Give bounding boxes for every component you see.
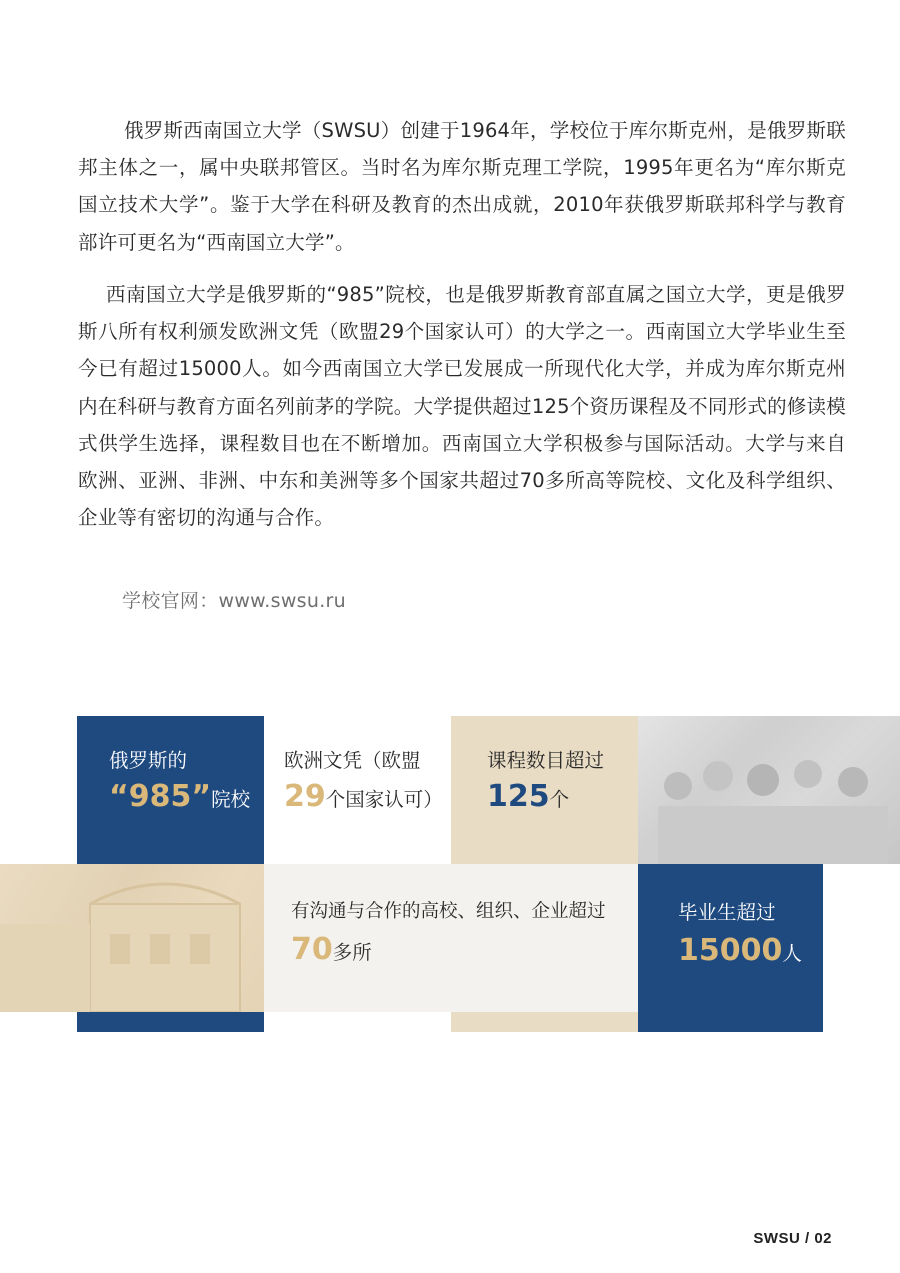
stat-graduates-number: 15000 [678,933,783,969]
accent-strip-beige [451,1012,638,1032]
stat-985-block [77,716,264,864]
stat-euro-block [264,716,451,864]
stat-graduates-label: 毕业生超过 [678,901,776,924]
stat-courses-label: 课程数目超过 [487,749,605,772]
stat-partners-block [264,864,638,1012]
stat-graduates-unit: 人 [782,942,802,966]
audience-photo [638,716,900,864]
website-line: 学校官网：www.swsu.ru [122,590,346,612]
stat-985-unit: 院校 [211,788,251,812]
stat-courses-unit: 个 [549,788,570,812]
page-number: SWSU / 02 [753,1230,832,1247]
stat-partners-label: 有沟通与合作的高校、组织、企业超过 [291,901,606,922]
accent-strip-navy [77,1012,264,1032]
stat-985-number: “985” [109,779,212,815]
stat-graduates-block [638,864,823,1032]
stat-985-label: 俄罗斯的 [109,749,188,772]
stat-partners-unit: 多所 [332,941,372,965]
stat-courses-block [451,716,638,864]
stat-euro-label: 欧洲文凭（欧盟 [284,749,421,772]
intro-paragraph-1: 俄罗斯西南国立大学（SWSU）创建于1964年，学校位于库尔斯克州，是俄罗斯联邦主体之一，属中央联邦管区。当时名为库尔斯克理工学院，1995年更名为“库尔斯克国立技术大学”。鉴于大学在科研及教育的杰出成就，2010年获俄罗斯联邦科学与教育部许可更名为“西南国立大学”。 [78,119,846,254]
stat-euro-number: 29 [284,779,326,815]
intro-paragraph-2: 西南国立大学是俄罗斯的“985”院校，也是俄罗斯教育部直属之国立大学，更是俄罗斯八所有权利颁发欧洲文凭（欧盟29个国家认可）的大学之一。西南国立大学毕业生至今已有超过15000人。如今西南国立大学已发展成一所现代化大学，并成为库尔斯克州内在科研与教育方面名列前茅的学院。大学提供超过125个资历课程及不同形式的修读模式供学生选择，课程数目也在不断增加。西南国立大学积极参与国际活动。大学与来自欧洲、亚洲、非洲、中东和美洲等多个国家共超过70多所高等院校、文化及科学组织、企业等有密切的沟通与合作。 [78,283,846,530]
stat-courses-number: 125 [487,779,550,815]
stat-euro-unit: 个国家认可） [325,788,443,812]
stat-partners-number: 70 [291,932,333,968]
building-photo [0,864,264,1012]
